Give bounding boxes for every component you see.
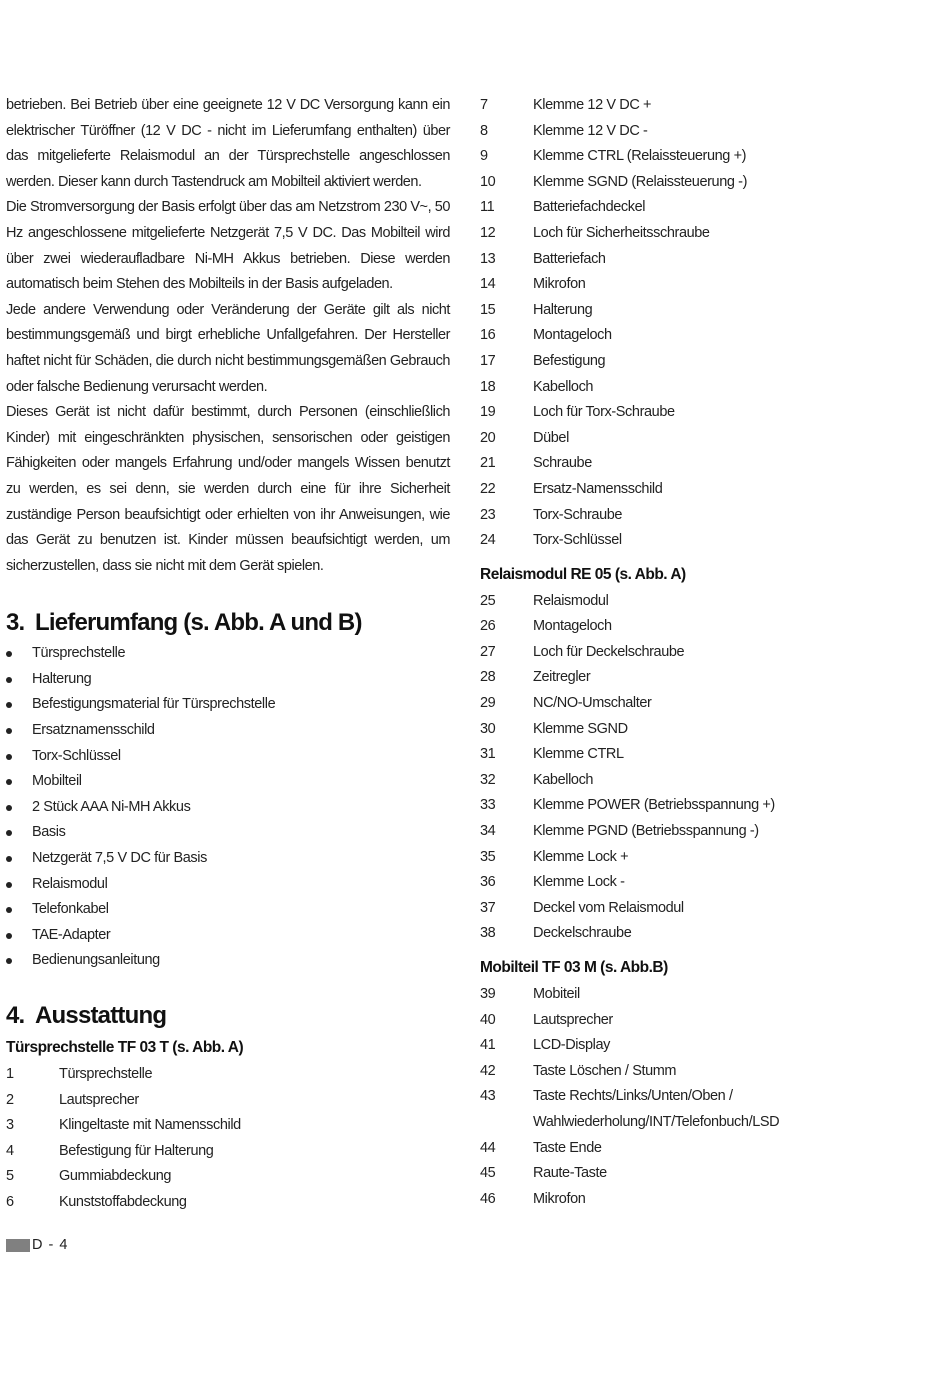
section-3-heading xyxy=(6,605,450,641)
item-number: 29 xyxy=(480,695,496,712)
item-number: 13 xyxy=(480,250,496,267)
list-item xyxy=(480,1059,800,1085)
list-item xyxy=(480,528,800,554)
list-item xyxy=(6,923,450,949)
list-item-label: Halterung xyxy=(32,670,92,687)
item-label: Torx-Schlüssel xyxy=(533,532,622,549)
item-label: Lautsprecher xyxy=(59,1091,139,1108)
list-item-label: Relaismodul xyxy=(32,875,108,892)
item-number: 31 xyxy=(480,746,496,763)
list-item xyxy=(6,897,450,923)
list-item xyxy=(480,614,800,640)
intro-text xyxy=(6,93,450,579)
list-item xyxy=(480,1161,800,1187)
item-label: Lautsprecher xyxy=(533,1011,613,1028)
list-item xyxy=(6,846,450,872)
door-station-parts-list-part2 xyxy=(480,93,800,554)
page-footer xyxy=(6,1237,68,1253)
list-item xyxy=(480,247,800,273)
bullet-icon xyxy=(6,882,12,888)
bullet-icon xyxy=(6,805,12,811)
item-number: 1 xyxy=(6,1066,14,1082)
intro-paragraph: betrieben. Bei Betrieb über eine geeignete 12 V DC Versorgung kann ein elektrischer Türöffner (12 V DC - nicht im Lieferumfang enthalten) über das mitgelieferte Relaismodul an der Türsprechstelle angeschlossen werden. Dieser kann durch Tastendruck am Mobilteil aktiviert werden. xyxy=(6,97,450,190)
item-number: 46 xyxy=(480,1190,496,1207)
list-item xyxy=(480,870,800,896)
item-label: Relaismodul xyxy=(533,592,609,609)
list-item xyxy=(480,272,800,298)
list-item xyxy=(6,744,450,770)
list-item-label: Bedienungsanleitung xyxy=(32,952,160,969)
item-number: 34 xyxy=(480,823,496,840)
list-item-label: Befestigungsmaterial für Türsprechstelle xyxy=(32,696,276,713)
item-number: 26 xyxy=(480,618,496,635)
list-item xyxy=(480,793,800,819)
intro-paragraph: Die Stromversorgung der Basis erfolgt über das am Netzstrom 230 V~, 50 Hz angeschlossene mitgelieferte Netzgerät 7,5 V DC. Das Mobilteil wird über zwei wiederaufladbare Ni-MH Akkus betrieben. Diese werden automatisch beim Stehen des Mobilteils in der Basis aufgeladen. xyxy=(6,199,450,293)
handset-parts-list xyxy=(480,982,800,1212)
item-label: Türsprechstelle xyxy=(59,1066,153,1082)
list-item-label: Netzgerät 7,5 V DC für Basis xyxy=(32,850,207,867)
bullet-icon xyxy=(6,702,12,708)
item-label: Kabelloch xyxy=(533,771,594,788)
list-item xyxy=(6,1190,450,1216)
item-number: 20 xyxy=(480,429,496,446)
intro-paragraph: Jede andere Verwendung oder Veränderung der Geräte gilt als nicht bestimmungsgemäß und birgt erhebliche Unfallgefahren. Der Hersteller haftet nicht für Schäden, die durch nicht bestimmungsgemäßen Gebrauch oder falsche Bedienung verursacht werden. xyxy=(6,301,450,395)
item-number: 15 xyxy=(480,301,496,318)
item-label: Loch für Torx-Schraube xyxy=(533,404,675,421)
list-item xyxy=(480,1084,800,1135)
bullet-icon xyxy=(6,779,12,785)
item-label: Montageloch xyxy=(533,618,612,635)
item-number: 23 xyxy=(480,506,496,523)
item-label: Gummiabdeckung xyxy=(59,1168,172,1185)
item-label: Kunststoffabdeckung xyxy=(59,1193,187,1210)
item-label: Mobiteil xyxy=(533,986,580,1002)
list-item xyxy=(480,477,800,503)
item-number: 30 xyxy=(480,720,496,737)
bullet-icon xyxy=(6,933,12,939)
item-number: 21 xyxy=(480,455,496,472)
item-number: 35 xyxy=(480,848,496,865)
list-item xyxy=(480,93,800,119)
item-label: Deckel vom Relaismodul xyxy=(533,899,684,916)
item-label: LCD-Display xyxy=(533,1037,610,1054)
list-item xyxy=(6,667,450,693)
page-number: D - 4 xyxy=(32,1237,69,1253)
list-item xyxy=(6,948,450,974)
section-4-title: Ausstattung xyxy=(35,1002,167,1029)
list-item xyxy=(480,982,800,1008)
list-item-label: Mobilteil xyxy=(32,773,82,790)
list-item xyxy=(480,323,800,349)
list-item xyxy=(480,665,800,691)
list-item xyxy=(480,195,800,221)
list-item xyxy=(480,1187,800,1213)
item-label: Befestigung xyxy=(533,352,606,369)
list-item xyxy=(480,896,800,922)
item-label: Taste Löschen / Stumm xyxy=(533,1062,677,1079)
list-item xyxy=(480,144,800,170)
item-number: 25 xyxy=(480,592,496,609)
list-item xyxy=(480,119,800,145)
list-item xyxy=(480,691,800,717)
list-item xyxy=(6,718,450,744)
item-label: Mikrofon xyxy=(533,1190,586,1207)
item-number: 10 xyxy=(480,173,496,190)
group-title-door-station: Türsprechstelle TF 03 T (s. Abb. A) xyxy=(6,1039,244,1056)
list-item xyxy=(480,375,800,401)
item-label: Zeitregler xyxy=(533,669,591,686)
footer-marker xyxy=(6,1239,30,1252)
list-item xyxy=(480,1136,800,1162)
item-number: 3 xyxy=(6,1117,14,1134)
list-item xyxy=(6,1164,450,1190)
item-label: Klemme PGND (Betriebsspannung -) xyxy=(533,823,759,840)
item-number: 32 xyxy=(480,771,496,788)
list-item xyxy=(480,1008,800,1034)
item-number: 11 xyxy=(480,199,495,216)
item-label: Klemme CTRL xyxy=(533,746,624,763)
item-label: Schraube xyxy=(533,455,592,472)
list-item xyxy=(6,769,450,795)
item-number: 45 xyxy=(480,1165,496,1182)
item-label: Klingeltaste mit Namensschild xyxy=(59,1117,241,1134)
list-item xyxy=(480,400,800,426)
item-label: Dübel xyxy=(533,429,569,446)
list-item xyxy=(480,349,800,375)
item-number: 2 xyxy=(6,1091,14,1108)
list-item xyxy=(6,820,450,846)
list-item xyxy=(480,503,800,529)
item-label: Kabelloch xyxy=(533,378,594,395)
item-number: 36 xyxy=(480,874,496,891)
left-column xyxy=(6,93,450,1216)
item-label: Batteriefach xyxy=(533,250,606,267)
item-label: Torx-Schraube xyxy=(533,506,623,523)
item-number: 43 xyxy=(480,1088,496,1105)
item-number: 41 xyxy=(480,1037,496,1054)
list-item xyxy=(480,1033,800,1059)
item-number: 37 xyxy=(480,899,496,916)
list-item xyxy=(480,589,800,615)
bullet-icon xyxy=(6,907,12,913)
item-label: Raute-Taste xyxy=(533,1165,607,1182)
list-item xyxy=(6,795,450,821)
item-label: Loch für Sicherheitsschraube xyxy=(533,224,710,241)
list-item xyxy=(480,640,800,666)
bullet-icon xyxy=(6,677,12,683)
list-item xyxy=(6,641,450,667)
item-label: Klemme SGND xyxy=(533,720,628,737)
item-label: Batteriefachdeckel xyxy=(533,199,646,216)
item-number: 17 xyxy=(480,352,496,369)
item-number: 6 xyxy=(6,1193,14,1210)
item-number: 12 xyxy=(480,224,496,241)
bullet-icon xyxy=(6,830,12,836)
item-label: Klemme POWER (Betriebsspannung +) xyxy=(533,797,775,814)
list-item-label: Telefonkabel xyxy=(32,901,109,918)
item-number: 28 xyxy=(480,669,496,686)
list-item xyxy=(480,298,800,324)
item-label: Klemme 12 V DC - xyxy=(533,122,648,139)
item-label: Taste Ende xyxy=(533,1139,602,1156)
item-label: Klemme Lock - xyxy=(533,874,625,891)
group-title-relay-module: Relaismodul RE 05 (s. Abb. A) xyxy=(480,565,686,583)
item-number: 9 xyxy=(480,148,488,165)
section-4-heading xyxy=(6,998,450,1034)
intro-paragraph: Dieses Gerät ist nicht dafür bestimmt, durch Personen (einschließlich Kinder) mit eingeschränkten physischen, sensorischen oder geistigen Fähigkeiten oder mangels Erfahrung und/oder mangels Wissen benutzt zu werden, es sei denn, sie werden durch eine für ihre Sicherheit zuständige Person beaufsichtigt oder erhielten von ihr Anweisungen, wie das Gerät zu benutzen ist. Kinder müssen beaufsichtigt werden, um sicherzustellen, dass sie nicht mit dem Gerät spielen. xyxy=(6,404,450,574)
item-label: Mikrofon xyxy=(533,276,586,293)
item-label: Klemme 12 V DC + xyxy=(533,97,652,113)
list-item xyxy=(480,921,800,947)
list-item-label: Türsprechstelle xyxy=(32,645,126,662)
item-label: NC/NO-Umschalter xyxy=(533,695,652,712)
item-number: 14 xyxy=(480,276,496,293)
section-3-number: 3. xyxy=(6,609,25,637)
item-number: 7 xyxy=(480,97,488,113)
item-label: Deckelschraube xyxy=(533,925,632,942)
item-number: 44 xyxy=(480,1139,496,1156)
item-number: 22 xyxy=(480,480,496,497)
list-item xyxy=(6,872,450,898)
section-3-title: Lieferumfang (s. Abb. A und B) xyxy=(35,609,362,637)
item-number: 19 xyxy=(480,404,496,421)
bullet-icon xyxy=(6,754,12,760)
list-item xyxy=(480,845,800,871)
list-item xyxy=(480,170,800,196)
item-number: 8 xyxy=(480,122,488,139)
bullet-icon xyxy=(6,958,12,964)
item-number: 39 xyxy=(480,986,496,1002)
list-item xyxy=(480,221,800,247)
item-label: Klemme Lock + xyxy=(533,848,629,865)
list-item xyxy=(480,742,800,768)
bullet-icon xyxy=(6,856,12,862)
item-label: Loch für Deckelschraube xyxy=(533,643,685,660)
item-number: 18 xyxy=(480,378,496,395)
bullet-icon xyxy=(6,651,12,657)
section-4-number: 4. xyxy=(6,1002,25,1029)
item-number: 27 xyxy=(480,643,496,660)
item-number: 5 xyxy=(6,1168,14,1185)
item-number: 4 xyxy=(6,1142,14,1159)
list-item-label: 2 Stück AAA Ni-MH Akkus xyxy=(32,798,191,815)
relay-module-parts-list xyxy=(480,589,800,947)
item-label: Befestigung für Halterung xyxy=(59,1142,214,1159)
item-number: 16 xyxy=(480,327,496,344)
list-item xyxy=(6,692,450,718)
list-item xyxy=(6,1062,450,1088)
list-item xyxy=(480,768,800,794)
list-item-label: Ersatznamensschild xyxy=(32,722,155,739)
item-label: Taste Rechts/Links/Unten/Oben / Wahlwiederholung/INT/Telefonbuch/LSD xyxy=(533,1088,780,1130)
door-station-parts-list-part1 xyxy=(6,1062,450,1216)
item-number: 33 xyxy=(480,797,496,814)
group-title-handset: Mobilteil TF 03 M (s. Abb.B) xyxy=(480,959,668,976)
right-column xyxy=(480,93,800,1212)
item-label: Ersatz-Namensschild xyxy=(533,480,663,497)
item-label: Klemme CTRL (Relaissteuerung +) xyxy=(533,148,747,165)
list-item xyxy=(480,717,800,743)
item-label: Montageloch xyxy=(533,327,612,344)
list-item-label: TAE-Adapter xyxy=(32,926,111,943)
bullet-icon xyxy=(6,728,12,734)
list-item-label: Torx-Schlüssel xyxy=(32,747,121,764)
item-number: 42 xyxy=(480,1062,496,1079)
list-item xyxy=(480,819,800,845)
item-number: 24 xyxy=(480,532,496,549)
item-number: 40 xyxy=(480,1011,496,1028)
scope-of-delivery-list xyxy=(6,641,450,974)
item-label: Halterung xyxy=(533,301,593,318)
list-item xyxy=(6,1113,450,1139)
list-item xyxy=(6,1088,450,1114)
item-label: Klemme SGND (Relaissteuerung -) xyxy=(533,173,748,190)
item-number: 38 xyxy=(480,925,496,942)
list-item xyxy=(6,1139,450,1165)
list-item-label: Basis xyxy=(32,824,66,841)
list-item xyxy=(480,451,800,477)
list-item xyxy=(480,426,800,452)
